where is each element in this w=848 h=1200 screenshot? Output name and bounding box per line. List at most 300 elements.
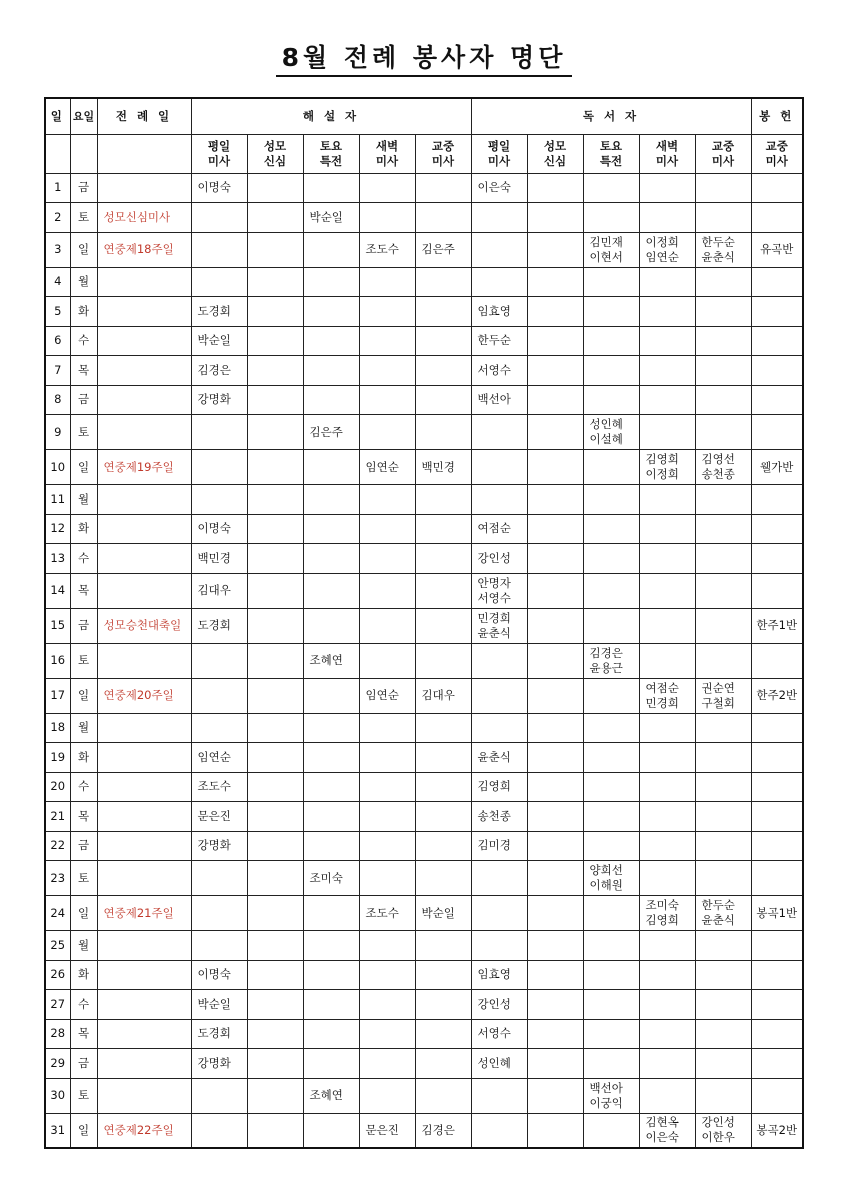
- offering-cell: [751, 297, 803, 327]
- subheader-line: 미사: [487, 153, 511, 168]
- name-line: 1: [54, 180, 62, 195]
- reader-cell: [471, 232, 527, 267]
- subheader-line: 미사: [431, 153, 455, 168]
- reader-cell: [583, 573, 639, 608]
- commentator-cell: [247, 544, 303, 574]
- reader-cell: [583, 831, 639, 861]
- name-line: 월: [77, 274, 90, 289]
- commentator-cell: [415, 356, 471, 386]
- name-line: 강명화: [197, 1055, 231, 1070]
- reader-cell: [695, 896, 751, 931]
- commentator-cell: [247, 861, 303, 896]
- table-row: [45, 678, 803, 713]
- table-row: [45, 772, 803, 802]
- reader-cell: [583, 1049, 639, 1079]
- reader-cell: [527, 990, 583, 1020]
- name-line: 10: [50, 459, 66, 474]
- offering-cell: [751, 802, 803, 832]
- reader-cell: [527, 232, 583, 267]
- day-of-week: [70, 326, 97, 356]
- name-line: 박순일: [309, 209, 343, 224]
- reader-cell: [527, 861, 583, 896]
- commentator-cell: [303, 544, 359, 574]
- commentator-cell: [191, 960, 247, 990]
- reader-cell: [639, 1019, 695, 1049]
- name-line: 7: [54, 362, 62, 377]
- name-line: 김현옥: [645, 1115, 679, 1130]
- reader-cell: [471, 608, 527, 643]
- reader-cell: [639, 896, 695, 931]
- reader-cell: [639, 385, 695, 415]
- name-line: 이명숙: [197, 967, 231, 982]
- commentator-cell: [415, 544, 471, 574]
- table-row: [45, 173, 803, 203]
- name-line: 이궁익: [589, 1095, 623, 1110]
- commentator-cell: [303, 608, 359, 643]
- commentator-cell: [415, 931, 471, 961]
- table-row: [45, 573, 803, 608]
- commentator-cell: [303, 990, 359, 1020]
- commentator-cell: [247, 232, 303, 267]
- commentator-cell: [191, 297, 247, 327]
- commentator-cell: [415, 514, 471, 544]
- commentator-cell: [359, 831, 415, 861]
- subheader-9: [695, 134, 751, 173]
- name-line: 29: [50, 1055, 66, 1070]
- commentator-cell: [191, 1113, 247, 1148]
- commentator-cell: [415, 326, 471, 356]
- reader-cell: [639, 173, 695, 203]
- subheader-line: 미사: [375, 153, 399, 168]
- reader-cell: [695, 450, 751, 485]
- commentator-cell: [247, 173, 303, 203]
- reader-cell: [639, 608, 695, 643]
- name-line: 연중제20주일: [103, 688, 174, 702]
- name-line: 토: [77, 653, 90, 667]
- commentator-cell: [247, 896, 303, 931]
- name-line: 일: [77, 905, 90, 920]
- reader-cell: [583, 896, 639, 931]
- liturgy-day: [97, 385, 191, 415]
- name-line: 백민경: [197, 550, 231, 565]
- liturgy-day: [97, 203, 191, 233]
- liturgy-day: [97, 802, 191, 832]
- commentator-cell: [191, 1019, 247, 1049]
- subheader-line: 미사: [765, 153, 788, 168]
- table-row: [45, 608, 803, 643]
- reader-cell: [583, 678, 639, 713]
- header-liturgy: 전 례 일: [97, 98, 191, 134]
- name-line: 성인혜: [477, 1055, 511, 1070]
- reader-cell: [471, 1113, 527, 1148]
- subheader-4: [415, 134, 471, 173]
- reader-cell: [695, 713, 751, 743]
- reader-cell: [639, 772, 695, 802]
- name-line: 13: [50, 550, 66, 565]
- commentator-cell: [191, 385, 247, 415]
- name-line: 성모신심미사: [103, 209, 171, 224]
- commentator-cell: [247, 385, 303, 415]
- subheader-7: [583, 134, 639, 173]
- reader-cell: [639, 743, 695, 773]
- subheader-2: [303, 134, 359, 173]
- commentator-cell: [247, 514, 303, 544]
- day-number: [45, 1049, 70, 1079]
- name-line: 일: [77, 242, 90, 256]
- reader-cell: [527, 415, 583, 450]
- name-line: 금: [77, 838, 90, 853]
- reader-cell: [527, 802, 583, 832]
- offering-cell: [751, 990, 803, 1020]
- reader-cell: [471, 203, 527, 233]
- name-line: 2: [54, 209, 62, 224]
- commentator-cell: [303, 573, 359, 608]
- name-line: 금: [77, 180, 90, 195]
- reader-cell: [695, 173, 751, 203]
- name-line: 양희선: [589, 863, 623, 877]
- reader-cell: [471, 743, 527, 773]
- commentator-cell: [303, 861, 359, 896]
- liturgy-day: [97, 960, 191, 990]
- reader-cell: [527, 297, 583, 327]
- reader-cell: [471, 267, 527, 297]
- offering-cell: [751, 960, 803, 990]
- name-line: 연중제22주일: [103, 1122, 174, 1137]
- commentator-cell: [191, 173, 247, 203]
- name-line: 김경은: [589, 645, 623, 660]
- reader-cell: [583, 385, 639, 415]
- name-line: 강인성: [477, 550, 511, 565]
- subheader-empty: [45, 134, 70, 173]
- commentator-cell: [247, 831, 303, 861]
- name-line: 한주1반: [756, 618, 798, 632]
- offering-cell: [751, 1049, 803, 1079]
- commentator-cell: [415, 415, 471, 450]
- name-line: 30: [50, 1088, 66, 1102]
- name-line: 토: [77, 424, 90, 439]
- offering-cell: [751, 203, 803, 233]
- commentator-cell: [247, 960, 303, 990]
- name-line: 김영희: [645, 913, 679, 927]
- commentator-cell: [359, 713, 415, 743]
- liturgy-day: [97, 1113, 191, 1148]
- commentator-cell: [303, 643, 359, 678]
- reader-cell: [639, 267, 695, 297]
- day-of-week: [70, 931, 97, 961]
- liturgy-day: [97, 544, 191, 574]
- reader-cell: [471, 643, 527, 678]
- reader-cell: [471, 931, 527, 961]
- subheader-line: 특전: [599, 153, 623, 168]
- table-row: [45, 802, 803, 832]
- liturgy-day: [97, 267, 191, 297]
- reader-cell: [527, 931, 583, 961]
- subheader-10: [751, 134, 803, 173]
- reader-cell: [471, 356, 527, 386]
- name-line: 8: [54, 392, 62, 407]
- commentator-cell: [191, 802, 247, 832]
- table-row: [45, 203, 803, 233]
- reader-cell: [639, 1078, 695, 1113]
- name-line: 윤춘식: [701, 249, 735, 264]
- name-line: 목: [77, 583, 90, 597]
- reader-cell: [527, 544, 583, 574]
- commentator-cell: [191, 232, 247, 267]
- name-line: 수: [77, 333, 90, 348]
- commentator-cell: [303, 1049, 359, 1079]
- table-row: [45, 861, 803, 896]
- day-number: [45, 544, 70, 574]
- reader-cell: [471, 990, 527, 1020]
- name-line: 이한우: [701, 1130, 735, 1145]
- liturgy-day: [97, 415, 191, 450]
- commentator-cell: [359, 485, 415, 515]
- header-row: [45, 98, 803, 134]
- subheader-6: [527, 134, 583, 173]
- subheader-line: 미사: [711, 153, 735, 168]
- reader-cell: [695, 1019, 751, 1049]
- liturgy-day: [97, 713, 191, 743]
- liturgy-day: [97, 608, 191, 643]
- name-line: 조도수: [365, 242, 399, 256]
- reader-cell: [583, 990, 639, 1020]
- reader-cell: [471, 544, 527, 574]
- name-line: 이설혜: [589, 432, 623, 446]
- commentator-cell: [247, 415, 303, 450]
- name-line: 윤용근: [589, 660, 623, 675]
- day-number: [45, 960, 70, 990]
- name-line: 임효영: [477, 303, 511, 318]
- commentator-cell: [303, 385, 359, 415]
- day-of-week: [70, 960, 97, 990]
- table-row: [45, 1049, 803, 1079]
- day-of-week: [70, 990, 97, 1020]
- day-of-week: [70, 450, 97, 485]
- offering-cell: [751, 1019, 803, 1049]
- day-of-week: [70, 485, 97, 515]
- reader-cell: [695, 643, 751, 678]
- liturgy-day: [97, 573, 191, 608]
- liturgy-day: [97, 1019, 191, 1049]
- reader-cell: [527, 831, 583, 861]
- subheader-line: 미사: [655, 153, 679, 168]
- day-of-week: [70, 203, 97, 233]
- name-line: 14: [50, 583, 66, 597]
- table-row: [45, 1113, 803, 1148]
- name-line: 금: [77, 392, 90, 407]
- commentator-cell: [359, 450, 415, 485]
- liturgy-day: [97, 678, 191, 713]
- table-row: [45, 267, 803, 297]
- name-line: 한두순: [701, 898, 735, 912]
- commentator-cell: [303, 297, 359, 327]
- day-of-week: [70, 643, 97, 678]
- name-line: 백민경: [421, 459, 455, 474]
- liturgy-day: [97, 1049, 191, 1079]
- reader-cell: [695, 514, 751, 544]
- reader-cell: [527, 450, 583, 485]
- day-number: [45, 1113, 70, 1148]
- liturgy-day: [97, 356, 191, 386]
- subheader-0: [191, 134, 247, 173]
- commentator-cell: [359, 415, 415, 450]
- header-offering: 봉 헌: [751, 98, 803, 134]
- day-number: [45, 415, 70, 450]
- name-line: 도경회: [197, 303, 231, 318]
- offering-cell: [751, 573, 803, 608]
- reader-cell: [583, 544, 639, 574]
- reader-cell: [527, 678, 583, 713]
- commentator-cell: [415, 643, 471, 678]
- commentator-cell: [359, 678, 415, 713]
- day-of-week: [70, 232, 97, 267]
- commentator-cell: [415, 1049, 471, 1079]
- commentator-cell: [359, 1078, 415, 1113]
- reader-cell: [695, 772, 751, 802]
- name-line: 연중제18주일: [103, 242, 174, 256]
- offering-cell: [751, 643, 803, 678]
- commentator-cell: [191, 713, 247, 743]
- name-line: 27: [50, 996, 66, 1011]
- commentator-cell: [415, 267, 471, 297]
- reader-cell: [471, 450, 527, 485]
- commentator-cell: [415, 713, 471, 743]
- reader-cell: [583, 203, 639, 233]
- commentator-cell: [247, 608, 303, 643]
- subheader-line: 성모: [543, 138, 567, 153]
- liturgy-day: [97, 831, 191, 861]
- name-line: 유곡반: [760, 242, 794, 256]
- name-line: 16: [50, 653, 66, 667]
- commentator-cell: [415, 772, 471, 802]
- reader-cell: [471, 415, 527, 450]
- offering-cell: [751, 713, 803, 743]
- reader-cell: [639, 831, 695, 861]
- subheader-empty: [70, 134, 97, 173]
- name-line: 3: [54, 242, 62, 256]
- reader-cell: [527, 1019, 583, 1049]
- day-number: [45, 297, 70, 327]
- day-of-week: [70, 713, 97, 743]
- day-of-week: [70, 297, 97, 327]
- name-line: 박순일: [197, 333, 231, 348]
- subheader-line: 신심: [543, 153, 567, 168]
- liturgy-day: [97, 326, 191, 356]
- day-of-week: [70, 608, 97, 643]
- name-line: 김은주: [421, 242, 455, 256]
- table-row: [45, 960, 803, 990]
- commentator-cell: [415, 485, 471, 515]
- name-line: 15: [50, 618, 66, 632]
- commentator-cell: [303, 743, 359, 773]
- reader-cell: [695, 356, 751, 386]
- commentator-cell: [359, 232, 415, 267]
- reader-cell: [583, 514, 639, 544]
- commentator-cell: [415, 990, 471, 1020]
- name-line: 수: [77, 550, 90, 565]
- commentator-cell: [303, 802, 359, 832]
- name-line: 봉곡1반: [756, 905, 798, 920]
- name-line: 김대우: [197, 583, 231, 597]
- commentator-cell: [247, 297, 303, 327]
- commentator-cell: [415, 573, 471, 608]
- subheader-line: 새벽: [655, 138, 679, 153]
- name-line: 임연순: [197, 749, 231, 764]
- reader-cell: [583, 297, 639, 327]
- name-line: 목: [77, 1026, 90, 1041]
- name-line: 웰가반: [760, 459, 794, 474]
- commentator-cell: [415, 831, 471, 861]
- reader-cell: [639, 990, 695, 1020]
- name-line: 23: [50, 870, 66, 885]
- name-line: 24: [50, 905, 66, 920]
- reader-cell: [527, 267, 583, 297]
- offering-cell: [751, 544, 803, 574]
- name-line: 서영수: [477, 590, 511, 605]
- name-line: 목: [77, 808, 90, 823]
- reader-cell: [527, 743, 583, 773]
- reader-cell: [583, 356, 639, 386]
- offering-cell: [751, 896, 803, 931]
- offering-cell: [751, 415, 803, 450]
- commentator-cell: [415, 896, 471, 931]
- day-of-week: [70, 173, 97, 203]
- commentator-cell: [359, 297, 415, 327]
- reader-cell: [639, 678, 695, 713]
- reader-cell: [695, 326, 751, 356]
- offering-cell: [751, 1113, 803, 1148]
- reader-cell: [583, 713, 639, 743]
- reader-cell: [527, 1049, 583, 1079]
- commentator-cell: [303, 1078, 359, 1113]
- subheader-line: 토요: [599, 138, 623, 153]
- name-line: 20: [50, 779, 66, 794]
- commentator-cell: [247, 326, 303, 356]
- commentator-cell: [359, 743, 415, 773]
- offering-cell: [751, 772, 803, 802]
- commentator-cell: [191, 485, 247, 515]
- offering-cell: [751, 356, 803, 386]
- commentator-cell: [191, 861, 247, 896]
- day-number: [45, 1019, 70, 1049]
- day-number: [45, 713, 70, 743]
- table-row: [45, 326, 803, 356]
- reader-cell: [471, 772, 527, 802]
- reader-cell: [695, 544, 751, 574]
- commentator-cell: [247, 485, 303, 515]
- name-line: 김민재: [589, 234, 623, 249]
- day-of-week: [70, 831, 97, 861]
- name-line: 이해원: [589, 878, 623, 892]
- commentator-cell: [359, 1019, 415, 1049]
- name-line: 9: [54, 424, 62, 439]
- reader-cell: [471, 485, 527, 515]
- reader-cell: [695, 802, 751, 832]
- reader-cell: [471, 385, 527, 415]
- liturgy-day: [97, 485, 191, 515]
- commentator-cell: [359, 203, 415, 233]
- name-line: 4: [54, 274, 62, 289]
- day-of-week: [70, 743, 97, 773]
- commentator-cell: [191, 931, 247, 961]
- reader-cell: [583, 415, 639, 450]
- name-line: 강인성: [701, 1115, 735, 1130]
- name-line: 5: [54, 303, 62, 318]
- reader-cell: [695, 203, 751, 233]
- day-of-week: [70, 573, 97, 608]
- reader-cell: [471, 861, 527, 896]
- reader-cell: [639, 450, 695, 485]
